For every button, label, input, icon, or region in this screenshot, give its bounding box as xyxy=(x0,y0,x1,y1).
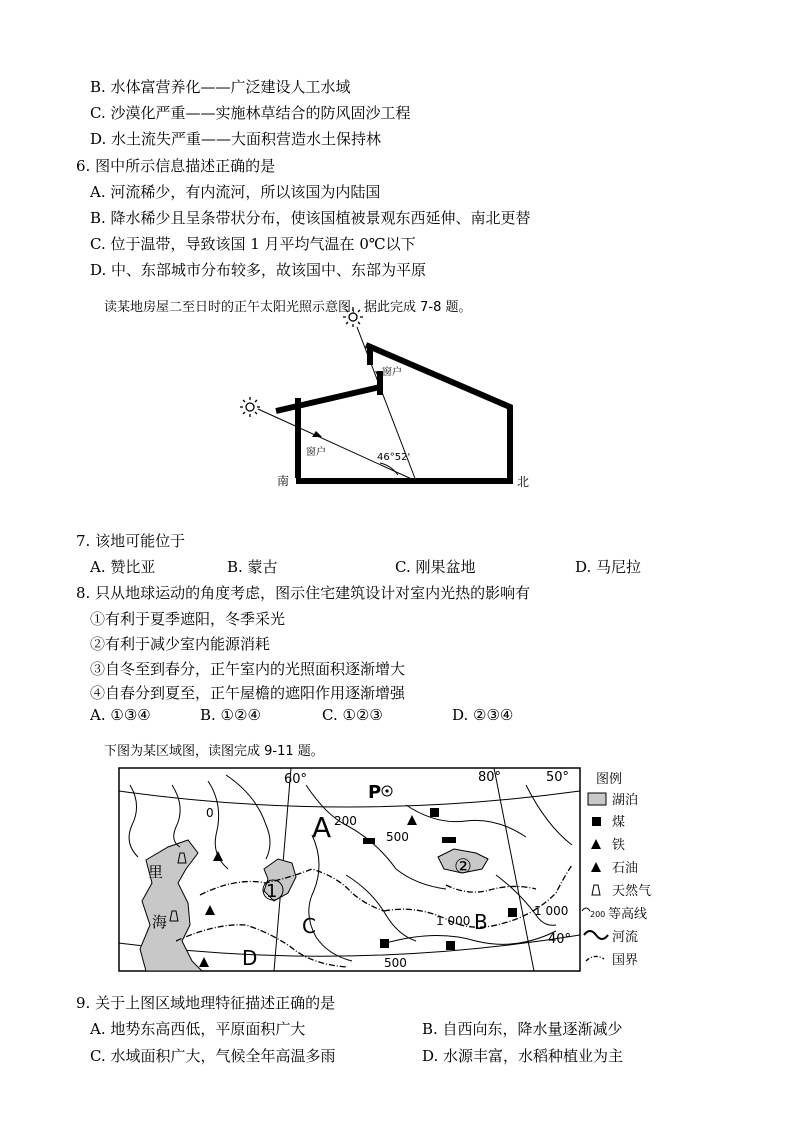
q5-option-c: C. 沙漠化严重——实施林草结合的防风固沙工程 xyxy=(90,104,411,122)
sun-upper-icon xyxy=(343,307,363,327)
legend-oil: 石油 xyxy=(612,861,639,876)
angle-label: 46°52' xyxy=(377,452,411,463)
upper-window-label: 窗户 xyxy=(382,367,402,378)
contour-500-label-north: 500 xyxy=(386,830,409,844)
q5-option-d: D. 水土流失严重——大面积营造水土保持林 xyxy=(90,130,382,148)
contour-1000-label-left: 1 000 xyxy=(436,914,471,928)
legend-contour: 等高线 xyxy=(608,907,648,922)
lower-window-label: 窗户 xyxy=(306,447,326,458)
contour-200-label: 200 xyxy=(334,814,357,828)
legend-river: 河流 xyxy=(612,930,639,945)
q5-option-b: B. 水体富营养化——广泛建设人工水域 xyxy=(90,78,351,96)
coal-icon xyxy=(446,941,455,950)
q9-option-c: C. 水域面积广大，气候全年高温多雨 xyxy=(90,1047,336,1065)
coal-icon xyxy=(363,838,375,844)
q8-option-a: A. ①③④ xyxy=(90,706,151,724)
q8-item-1: ①有利于夏季遮阳，冬季采光 xyxy=(90,610,286,628)
q8-option-b: B. ①②④ xyxy=(200,706,261,724)
lon-80-label: 80° xyxy=(478,770,502,785)
q6-option-d: D. 中、东部城市分布较多，故该国中、东部为平原 xyxy=(90,261,427,279)
contour-1000-label-right: 1 000 xyxy=(534,904,569,918)
north-label: 北 xyxy=(517,475,530,489)
coal-icon xyxy=(430,808,439,817)
legend-lake: 湖泊 xyxy=(612,793,639,808)
q7-option-c: C. 刚果盆地 xyxy=(395,558,476,576)
q6-option-b: B. 降水稀少且呈条带状分布，使该国植被景观东西延伸、南北更替 xyxy=(90,209,531,227)
q8-item-2: ②有利于减少室内能源消耗 xyxy=(90,635,271,653)
q8-option-c: C. ①②③ xyxy=(322,706,383,724)
legend-coal-icon xyxy=(592,817,601,826)
legend-border: 国界 xyxy=(612,953,639,968)
q8-stem: 8. 只从地球运动的角度考虑，图示住宅建筑设计对室内光热的影响有 xyxy=(76,584,531,602)
label-c: C xyxy=(302,914,316,938)
label-d: D xyxy=(242,946,258,970)
legend-contour-prefix: 200 xyxy=(590,910,606,919)
legend-title: 图例 xyxy=(596,772,623,787)
coal-icon xyxy=(508,908,517,917)
q7-option-d: D. 马尼拉 xyxy=(575,558,642,576)
sea-label-hai: 海 xyxy=(152,913,168,931)
legend-gas-icon xyxy=(592,885,600,895)
contour-0-label: 0 xyxy=(206,806,214,820)
q6-option-a: A. 河流稀少，有内流河，所以该国为内陆国 xyxy=(90,183,381,201)
house-figure-caption: 读某地房屋二至日时的正午太阳光照示意图，据此完成 7-8 题。 xyxy=(104,300,472,315)
region-map xyxy=(116,765,660,975)
label-p: P xyxy=(368,782,382,803)
q8-item-3: ③自冬至到春分，正午室内的光照面积逐渐增大 xyxy=(90,660,406,678)
lat-50-label: 50° xyxy=(546,770,570,785)
sun-lower-icon xyxy=(240,397,260,417)
q9-option-d: D. 水源丰富，水稻种植业为主 xyxy=(422,1047,624,1065)
label-lake-1: 1 xyxy=(266,881,278,902)
p-marker-dot xyxy=(385,789,388,792)
q7-stem: 7. 该地可能位于 xyxy=(76,532,186,550)
legend-coal: 煤 xyxy=(612,815,626,830)
q7-option-a: A. 赞比亚 xyxy=(90,558,156,576)
legend-oil-icon xyxy=(591,862,601,872)
south-label: 南 xyxy=(277,474,290,488)
legend-contour-icon xyxy=(582,908,590,911)
label-a: A xyxy=(312,811,332,844)
coal-icon xyxy=(442,837,456,843)
house-diagram xyxy=(230,305,540,495)
q9-stem: 9. 关于上图区域地理特征描述正确的是 xyxy=(76,994,336,1012)
coal-icon xyxy=(380,939,389,948)
legend-gas: 天然气 xyxy=(612,884,652,899)
contour-500-label-south: 500 xyxy=(384,956,407,970)
label-b: B xyxy=(474,910,488,934)
legend-border-icon xyxy=(586,956,604,961)
sea-label-li: 里 xyxy=(148,863,164,881)
q8-option-d: D. ②③④ xyxy=(452,706,514,724)
lon-60-label: 60° xyxy=(284,772,308,787)
legend-iron: 铁 xyxy=(612,838,626,853)
map-frame xyxy=(119,768,580,971)
q7-option-b: B. 蒙古 xyxy=(227,558,278,576)
legend-lake-swatch xyxy=(588,793,606,805)
legend-river-icon xyxy=(584,931,608,939)
q9-option-b: B. 自西向东，降水量逐渐减少 xyxy=(422,1020,623,1038)
q8-item-4: ④自春分到夏至，正午屋檐的遮阳作用逐渐增强 xyxy=(90,684,406,702)
q9-option-a: A. 地势东高西低，平原面积广大 xyxy=(90,1020,306,1038)
label-lake-2: ② xyxy=(454,854,472,878)
map-figure-caption: 下图为某区域图，读图完成 9-11 题。 xyxy=(104,744,324,759)
map-legend xyxy=(582,772,651,968)
q6-option-c: C. 位于温带，导致该国 1 月平均气温在 0℃以下 xyxy=(90,235,416,253)
q6-stem: 6. 图中所示信息描述正确的是 xyxy=(76,157,276,175)
lat-40-label: 40° xyxy=(548,932,572,947)
legend-iron-icon xyxy=(591,839,601,849)
